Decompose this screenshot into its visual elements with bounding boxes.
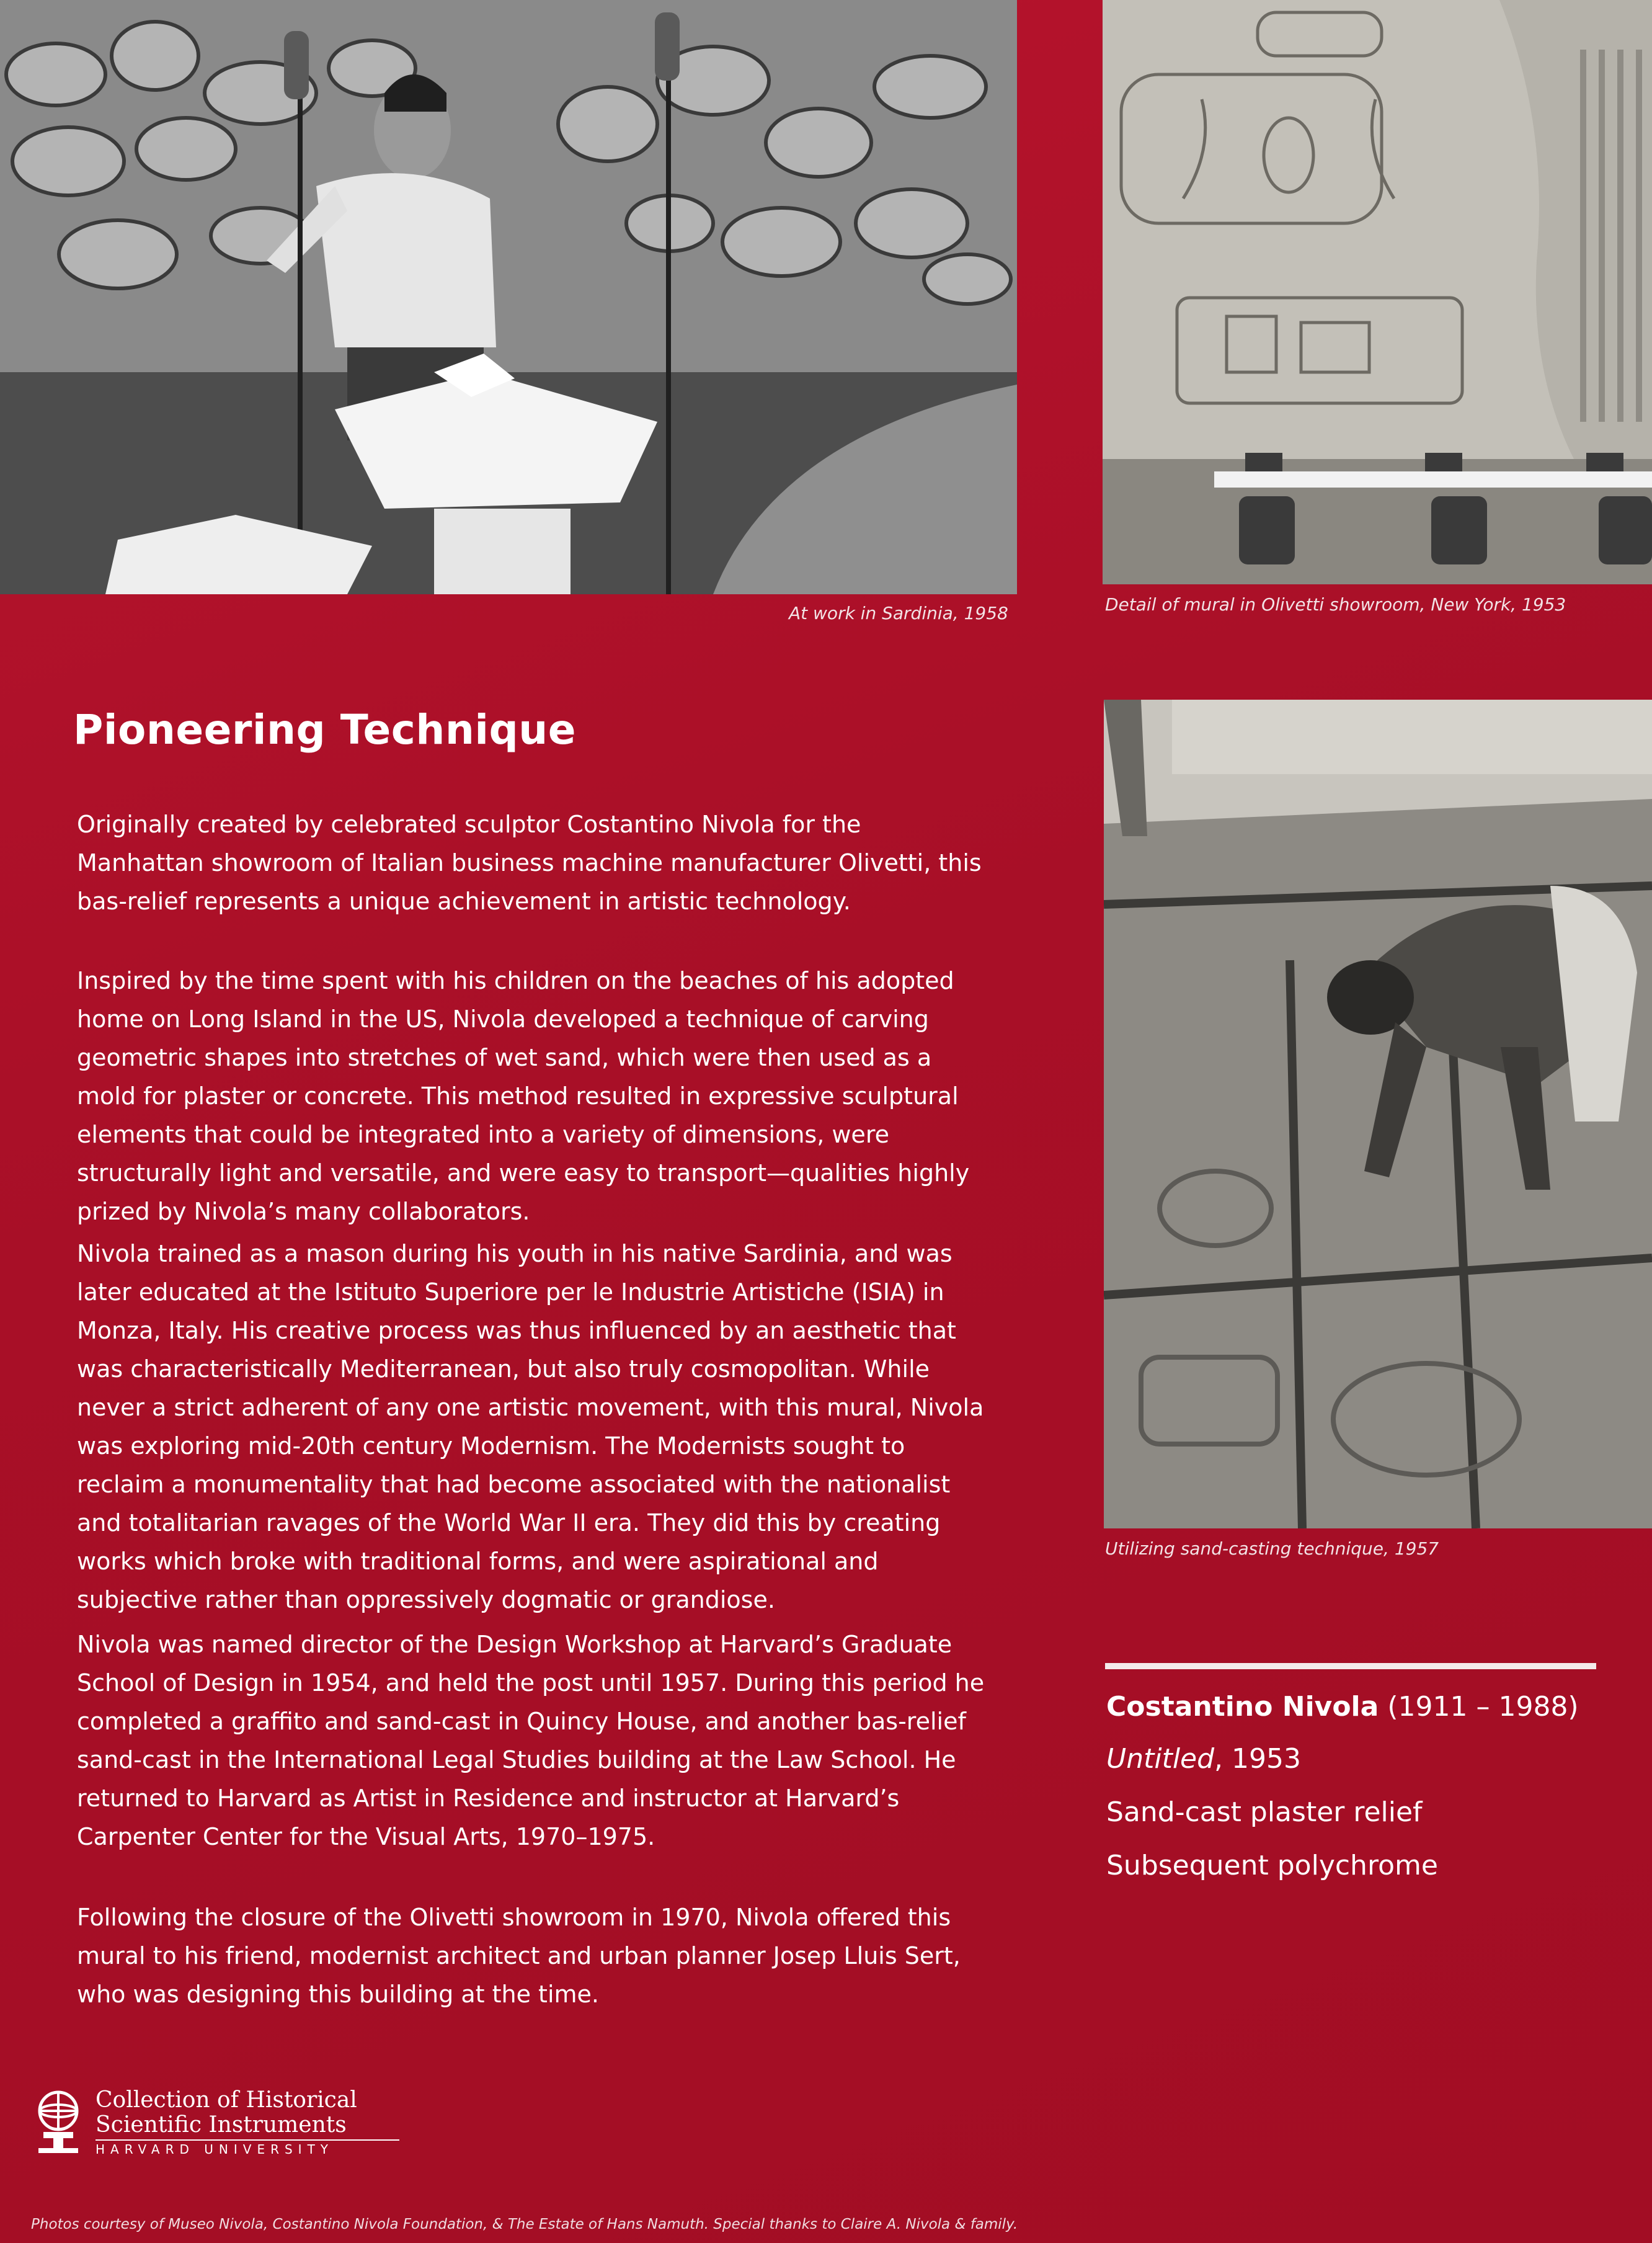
caption-olivetti: Detail of mural in Olivetti showroom, New York, 1953 <box>1105 594 1566 615</box>
photo-olivetti-showroom <box>1103 0 1652 584</box>
paragraph-harvard: Nivola was named director of the Design Workshop at Harvard’s Graduate School of Design in 1954, and held the post until 1957. During this period he completed a graffito and sand-cast in Quincy House, and another bas-relief sand-cast in the International Legal Studies building at the Law School. He returned to Harvard as Artist in Residence and instructor at Harvard’s Carpenter Center for the Visual Arts, 1970–1975. <box>77 1631 985 1850</box>
artwork-medium: Sand-cast plaster relief <box>1106 1796 1423 1828</box>
paragraph-technique: Inspired by the time spent with his children on the beaches of his adopted home on Long Island in the US, Nivola developed a technique of carving geometric shapes into stretches of wet sand, which were then used as a mold for plaster or concrete. This method resulted in expressive sculptural elements that could be integrated into a variety of dimensions, were structurally light and versatile, and were easy to transport—qualities highly prized by Nivola’s many collaborators. <box>77 967 970 1225</box>
paragraph-closure: Following the closure of the Olivetti showroom in 1970, Nivola offered this mural to his friend, modernist architect and urban planner Josep Lluis Sert, who was designing this building at the time. <box>77 1904 961 2008</box>
panel-heading: Pioneering Technique <box>73 706 576 754</box>
logo-divider <box>95 2139 399 2141</box>
harvard-collection-logo <box>31 2087 415 2156</box>
logo-line-1: Collection of Historical <box>95 2087 357 2113</box>
artwork-year: , 1953 <box>1214 1743 1301 1775</box>
caption-sand-casting: Utilizing sand-casting technique, 1957 <box>1105 1538 1439 1559</box>
artist-dates: (1911 – 1988) <box>1387 1691 1579 1723</box>
globe-instrument-icon <box>31 2087 87 2156</box>
paragraph-training: Nivola trained as a mason during his youth in his native Sardinia, and was later educated at the Istituto Superiore per le Industrie Artistiche (ISIA) in Monza, Italy. His creative process was thus influenced by an aesthetic that was characteristically Mediterranean, but also truly cosmopolitan. While never a strict adherent of any one artistic movement, with this mural, Nivola was exploring mid-20th century Modernism. The Modernists sought to reclaim a monumentality that had become associated with the nationalist and totalitarian ravages of the World War II era. They did this by creating works which broke with traditional forms, and were aspirational and subjective rather than oppressively dogmatic or grandiose. <box>77 1240 984 1613</box>
logo-line-3: HARVARD UNIVERSITY <box>95 2142 334 2157</box>
label-artist-line <box>1106 1691 1579 1723</box>
label-divider <box>1105 1663 1596 1669</box>
artist-name: Costantino Nivola <box>1106 1691 1379 1723</box>
photo-sand-casting <box>1104 700 1652 1528</box>
paragraph-intro: Originally created by celebrated sculptor Costantino Nivola for the Manhattan showroom of Italian business machine manufacturer Olivetti, this bas-relief represents a unique achievement in artistic technology. <box>77 811 982 915</box>
artwork-title: Untitled <box>1106 1743 1215 1775</box>
label-title-line <box>1106 1743 1301 1775</box>
photo-at-work-sardinia <box>0 0 1017 594</box>
caption-sardinia: At work in Sardinia, 1958 <box>789 603 1008 623</box>
photo-credits-footer: Photos courtesy of Museo Nivola, Costantino Nivola Foundation, & The Estate of Hans Namuth. Special thanks to Claire A. Nivola & family. <box>31 2216 1018 2232</box>
logo-line-2: Scientific Instruments <box>95 2112 347 2138</box>
artwork-note: Subsequent polychrome <box>1106 1850 1438 1881</box>
